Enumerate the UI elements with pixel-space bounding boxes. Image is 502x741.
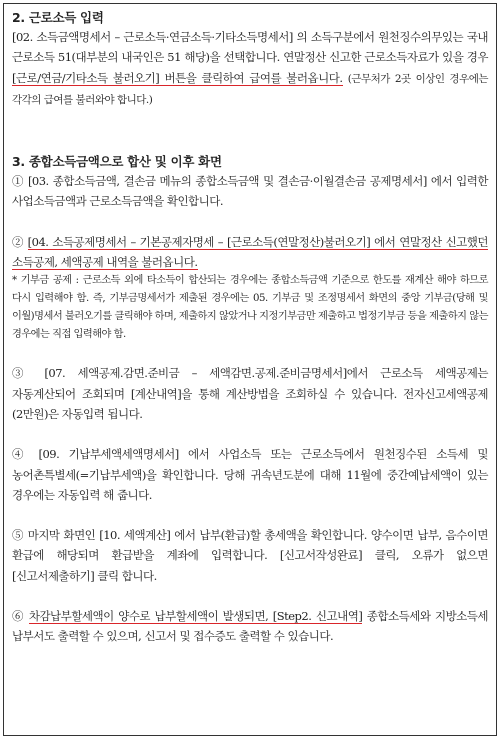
section-total-income — [12, 153, 488, 647]
section-2-text-a: [02. 소득금액명세서 – 근로소득·연금소득·기타소득명세서] 의 소득구분에서 원천징수의무있는 국내 근로소득 51(대부분의 내국인은 51 해당)을 선택합니다. 연말정산 신고한 근로소득자료가 있을 경우 — [12, 30, 488, 65]
step-6-highlight: 차감납부할세액이 양수로 납부할세액이 발생되면, [Step2. 신고내역] — [28, 609, 363, 624]
step-5: ⑤ 마지막 화면인 [10. 세액계산] 에서 납부(환급)할 총세액을 확인합니다. 양수이면 납부, 음수이면 환급에 해당되며 환급받을 계좌에 입력합니다. [신고서작성완료] 클릭, 오류가 없으면 [신고서제출하기] 클릭 합니다. — [12, 528, 488, 583]
document-frame — [3, 3, 497, 736]
step-6: ⑥ 차감납부할세액이 양수로 납부할세액이 발생되면, [Step2. 신고내역] 종합소득세와 지방소득세 납부서도 출력할 수 있으며, 신고서 및 접수증도 출력할 수 있습니다. — [12, 609, 488, 644]
section-3-title: 3. 종합소득금액으로 합산 및 이후 화면 — [12, 154, 222, 169]
donation-note: * 기부금 공제 : 근로소득 외에 타소득이 합산되는 경우에는 종합소득금액 기준으로 한도를 재계산 해야 하므로 다시 입력해야 함. 즉, 기부금명세서가 제출된 경우에는 05. 기부금 및 조정명세서 화면의 중앙 기부금(당해 및 이월)명세서 불러오기를 클릭해야 하며, 제출하지 않았거나 지정기부금만 제출하고 법정기부금 등을 제출하지 않는 경우에는 직접 입력해야 함. — [12, 275, 488, 340]
section-2-title: 2. 근로소득 입력 — [12, 10, 104, 25]
section-2-paragraph — [12, 27, 488, 110]
step-2: ② [04. 소득공제명세서 – 기본공제자명세 – [근로소득(연말정산)불러오기] 에서 연말정산 신고했던 소득공제, 세액공제 내역을 불러옵니다. — [12, 234, 489, 269]
section-income-input — [12, 9, 488, 153]
step-3: ③ [07. 세액공제.감면.준비금 – 세액감면.공제.준비금명세서]에서 근로소득 세액공제는 자동계산되어 조회되며 [계산내역]을 통해 계산방법을 조회하실 수 있습니다. 전자신고세액공제(2만원)은 자동입력 됩니다. — [12, 366, 488, 421]
step-4: ④ [09. 기납부세액세액명세서] 에서 사업소득 또는 근로소득에서 원천징수된 소득세 및 농어촌특별세(=기납부세액)을 확인합니다. 당해 귀속년도분에 대해 11월에 중간예납세액이 있는 경우에는 자동입력 해 줍니다. — [12, 447, 488, 502]
section-2-highlight: [근로/연금/기타소득 불러오기] 버튼을 클릭하여 급여를 불러옵니다. — [12, 70, 343, 85]
step-2-highlight: [04. 소득공제명세서 – 기본공제자명세 – [근로소득(연말정산)불러오기] 에서 연말정산 신고했던 소득공제, 세액공제 내역을 불러옵니다. — [12, 234, 489, 269]
step-1: ① [03. 종합소득금액, 결손금 메뉴의 종합소득금액 및 결손금·이월결손금 공제명세서] 에서 입력한 사업소득금액과 근로소득금액을 확인합니다. — [12, 174, 488, 209]
section-2-note: (근무처가 2곳 이상인 경우에는 각각의 급여를 불러와야 합니다.) — [12, 72, 488, 106]
